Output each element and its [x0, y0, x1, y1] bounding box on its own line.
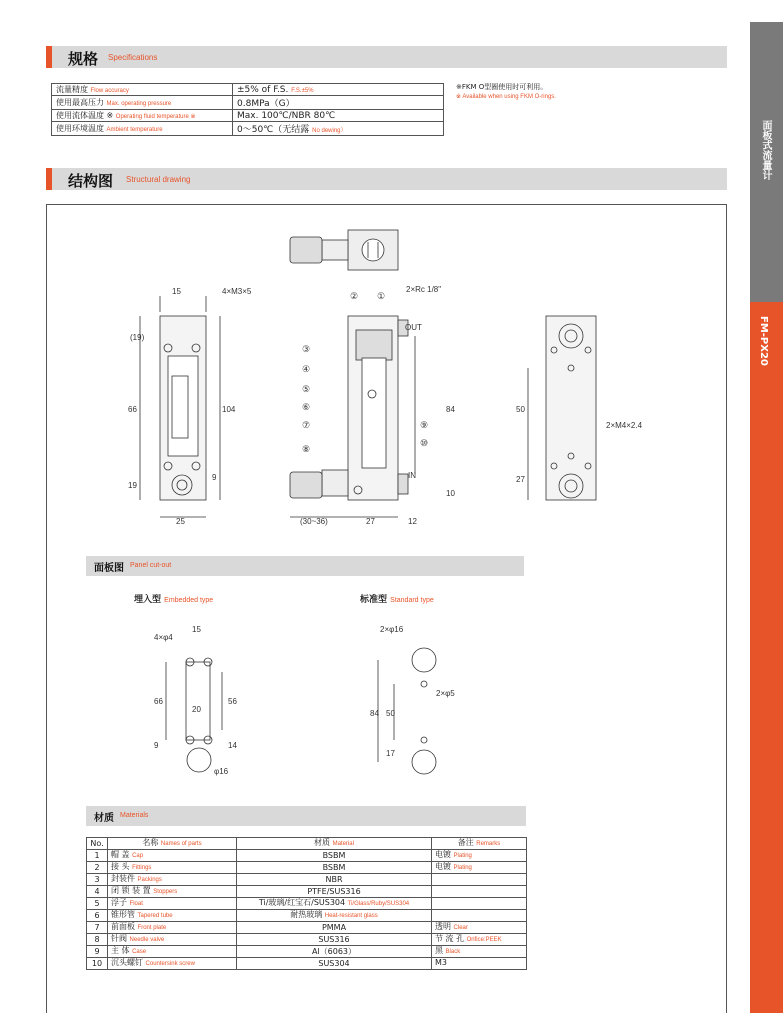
dim-15: 15	[172, 287, 181, 296]
dim-2xm4: 2×M4×2.4	[606, 421, 643, 430]
material-table	[86, 837, 527, 970]
row-remarks	[432, 886, 527, 898]
callout-5: ⑤	[302, 384, 311, 394]
table-row	[87, 922, 527, 934]
table-row	[87, 946, 527, 958]
row-material: Al（6063）	[237, 946, 432, 958]
row-no: 5	[87, 898, 108, 910]
spec-title: 规格	[68, 50, 99, 68]
table-row	[87, 934, 527, 946]
callout-1: ①	[377, 291, 386, 301]
callout-6: ⑥	[302, 402, 311, 412]
front-view	[140, 296, 220, 517]
row-remarks: 电镀 Plating	[432, 850, 527, 862]
panel-section-header	[86, 556, 524, 576]
table-row	[87, 874, 527, 886]
row-material: NBR	[237, 874, 432, 886]
dim-27-rear: 27	[516, 475, 525, 484]
row-material: BSBM	[237, 850, 432, 862]
side-tab-category-label: 面板式流量计	[760, 120, 771, 180]
spec-key: 使用最高压力 Max. operating pressure	[52, 96, 233, 110]
std-2xphi16: 2×φ16	[380, 625, 404, 634]
spec-value: Max. 100℃/NBR 80℃	[233, 110, 444, 122]
row-remarks: 透明 Clear	[432, 922, 527, 934]
row-no: 4	[87, 886, 108, 898]
dim-2xrc: 2×Rc 1/8"	[406, 285, 442, 294]
standard-caption	[360, 592, 434, 605]
label-in: IN	[408, 471, 416, 480]
row-no: 8	[87, 934, 108, 946]
row-material: Ti/玻璃/红宝石/SUS304 Ti/Glass/Ruby/SUS304	[237, 898, 432, 910]
spec-key: 使用环境温度 Ambient temperature	[52, 122, 233, 136]
table-row	[87, 850, 527, 862]
embedded-title: 埋入型	[134, 595, 162, 605]
emb-14: 14	[228, 741, 237, 750]
table-row	[87, 886, 527, 898]
rear-view	[528, 316, 596, 500]
dim-84: 84	[446, 405, 455, 414]
row-no: 6	[87, 910, 108, 922]
row-remarks	[432, 910, 527, 922]
header-no: No.	[87, 838, 108, 850]
row-name: 主 体 Case	[108, 946, 237, 958]
row-material: PMMA	[237, 922, 432, 934]
material-header-row	[87, 838, 527, 850]
panel-title-en: Panel cut-out	[130, 562, 172, 569]
header-material: 材质 Material	[237, 838, 432, 850]
table-row	[87, 862, 527, 874]
standard-title-en: Standard type	[390, 597, 434, 604]
header-name: 名称 Names of parts	[108, 838, 237, 850]
row-remarks: 节 流 孔 Orifice:PEEK	[432, 934, 527, 946]
dim-27: 27	[366, 517, 375, 526]
row-material: SUS316	[237, 934, 432, 946]
dim-66: 66	[128, 405, 137, 414]
callout-7: ⑦	[302, 420, 311, 430]
row-no: 10	[87, 958, 108, 970]
row-name: 针阀 Needle valve	[108, 934, 237, 946]
emb-4xphi4: 4×φ4	[154, 633, 173, 642]
row-material: 耐热玻璃 Heat-resistant glass	[237, 910, 432, 922]
row-name: 浮子 Float	[108, 898, 237, 910]
material-title-en: Materials	[120, 812, 149, 819]
callout-9: ⑨	[420, 420, 429, 430]
row-material: PTFE/SUS316	[237, 886, 432, 898]
structure-title: 结构图	[68, 172, 114, 190]
emb-20: 20	[192, 705, 201, 714]
header-remarks: 备注 Remarks	[432, 838, 527, 850]
row-name: 封装件 Packings	[108, 874, 237, 886]
row-no: 3	[87, 874, 108, 886]
callout-3: ③	[302, 344, 311, 354]
dim-10: 10	[446, 489, 455, 498]
embedded-cutout	[166, 658, 222, 772]
table-row	[87, 958, 527, 970]
row-material: BSBM	[237, 862, 432, 874]
dim-12: 12	[408, 517, 417, 526]
dim-50: 50	[516, 405, 525, 414]
material-section-header	[86, 806, 526, 826]
spec-value: 0.8MPa（G）	[233, 96, 444, 110]
row-remarks	[432, 874, 527, 886]
row-no: 9	[87, 946, 108, 958]
material-title: 材质	[94, 813, 114, 824]
std-17: 17	[386, 749, 395, 758]
row-no: 2	[87, 862, 108, 874]
dim-104: 104	[222, 405, 236, 414]
spec-note: ※FKM O型圈使用时可利用。	[456, 83, 548, 91]
emb-phi16: φ16	[214, 767, 229, 776]
embedded-caption	[134, 592, 213, 605]
row-name: 帽 盖 Cap	[108, 850, 237, 862]
row-name: 锥形管 Tapered tube	[108, 910, 237, 922]
row-name: 沉头螺钉 Countersink screw	[108, 958, 237, 970]
spec-key: 使用流体温度 ※ Operating fluid temperature ※	[52, 110, 233, 122]
spec-note-en: ※ Available when using FKM O-rings.	[456, 94, 556, 100]
label-out: OUT	[405, 323, 422, 332]
spec-value: ±5% of F.S. F.S.±5%	[233, 84, 444, 96]
side-tab-model-label: FM-PX20	[758, 316, 769, 366]
table-row	[87, 898, 527, 910]
row-remarks: 电镀 Plating	[432, 862, 527, 874]
table-row	[87, 910, 527, 922]
row-no: 1	[87, 850, 108, 862]
callout-8: ⑧	[302, 444, 311, 454]
top-view	[290, 230, 398, 270]
spec-key: 流量精度 Flow accuracy	[52, 84, 233, 96]
dim-9: 9	[212, 473, 217, 482]
callout-10: ⑩	[420, 438, 429, 448]
spec-title-en: Specifications	[108, 53, 158, 62]
row-name: 闭 锁 装 置 Stoppers	[108, 886, 237, 898]
std-2xphi5: 2×φ5	[436, 689, 455, 698]
embedded-title-en: Embedded type	[164, 597, 214, 604]
dim-30-36: (30~36)	[300, 517, 328, 526]
row-remarks: M3	[432, 958, 527, 970]
row-material: SUS304	[237, 958, 432, 970]
dim-25: 25	[176, 517, 185, 526]
row-no: 7	[87, 922, 108, 934]
spec-value: 0～50℃（无结露 No dewing）	[233, 122, 444, 136]
row-remarks	[432, 898, 527, 910]
std-84: 84	[370, 709, 379, 718]
row-name: 前面板 Front plate	[108, 922, 237, 934]
std-50: 50	[386, 709, 395, 718]
standard-title: 标准型	[360, 595, 388, 605]
dim-19-top: (19)	[130, 333, 145, 342]
panel-title: 面板图	[94, 563, 124, 574]
emb-66: 66	[154, 697, 163, 706]
structure-title-en: Structural drawing	[126, 175, 191, 184]
callout-4: ④	[302, 364, 311, 374]
dim-4xm3x5: 4×M3×5	[222, 287, 252, 296]
emb-15: 15	[192, 625, 201, 634]
row-remarks: 黑 Black	[432, 946, 527, 958]
emb-56: 56	[228, 697, 237, 706]
callout-2: ②	[350, 291, 359, 301]
emb-9: 9	[154, 741, 159, 750]
dim-19-bottom: 19	[128, 481, 137, 490]
row-name: 接 头 Fittings	[108, 862, 237, 874]
